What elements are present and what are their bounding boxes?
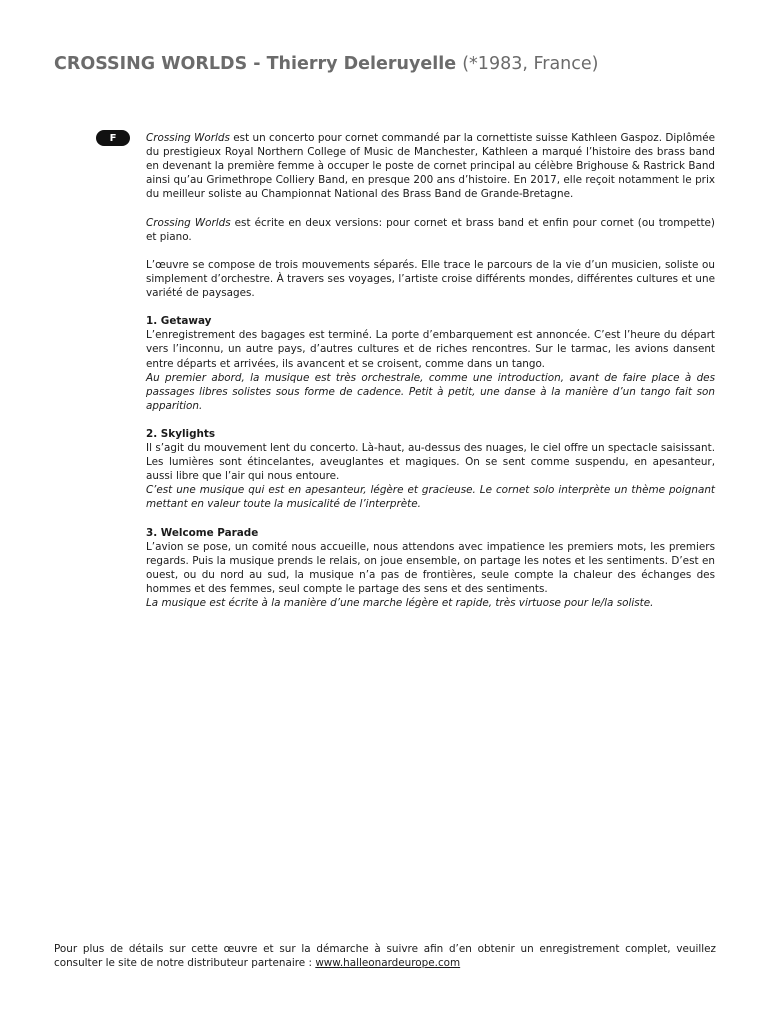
intro-text-3: L’œuvre se compose de trois mouvements séparés. Elle trace le parcours de la vie d’un musicien, soliste ou simplement d’orchestre. À travers ses voyages, l’artiste croise différents mondes, différentes cultures et une variété de paysages. xyxy=(146,258,715,300)
intro-paragraph-1 xyxy=(146,131,715,201)
distributor-link[interactable]: www.halleonardeurope.com xyxy=(315,957,461,970)
movement-description: L’avion se pose, un comité nous accueille, nous attendons avec impatience les premiers mots, les premiers regards. Puis la musique prends le relais, on joue ensemble, on partage les notes et les sentiments. D’est en ouest, ou du nord au sud, la musique n’a pas de frontières, seule compte la chaleur des échanges des hommes et des femmes, seul compte le partage des sens et des sentiments. xyxy=(146,540,715,595)
movement-welcome-parade xyxy=(146,526,715,611)
language-badge: F xyxy=(96,130,130,146)
movement-music-note: La musique est écrite à la manière d’une marche légère et rapide, très virtuose pour le/la soliste. xyxy=(146,597,654,610)
intro-paragraph-2 xyxy=(146,216,715,244)
footer-text: Pour plus de détails sur cette œuvre et sur la démarche à suivre afin d’en obtenir un enregistrement complet, veuillez consulter le site de notre distributeur partenaire : xyxy=(54,943,716,970)
movement-heading: 3. Welcome Parade xyxy=(146,526,259,539)
title-composer-dates: (*1983, France) xyxy=(462,54,599,74)
work-title-italic: Crossing Worlds xyxy=(146,132,230,144)
page-title xyxy=(54,54,599,74)
footer-note xyxy=(54,942,716,970)
movement-description: L’enregistrement des bagages est terminé. La porte d’embarquement est annoncée. C’est l’heure du départ vers l’inconnu, un autre pays, d’autres cultures et de riches rencontres. Sur le tarmac, les avions dansent entre départs et arrivées, ils avancent et se croisent, comme dans un tango. xyxy=(146,329,715,370)
movement-skylights xyxy=(146,427,715,512)
work-title-italic: Crossing Worlds xyxy=(146,216,231,229)
movement-description: Il s’agit du mouvement lent du concerto. Là-haut, au-dessus des nuages, le ciel offre un spectacle saisissant. Les lumières sont étincelantes, aveuglantes et magiques. On se sent comme suspendu, en apesanteur, aussi libre que l’air qui nous entoure. xyxy=(146,442,715,483)
intro-text-2: est écrite en deux versions: pour cornet et brass band et enfin pour cornet (ou trompette) et piano. xyxy=(146,216,715,243)
movement-music-note: C’est une musique qui est en apesanteur, légère et gracieuse. Le cornet solo interprète un thème poignant mettant en valeur toute la musicalité de l’interprète. xyxy=(146,484,715,511)
title-main: CROSSING WORLDS - Thierry Deleruyelle xyxy=(54,54,457,74)
movement-heading: 1. Getaway xyxy=(146,315,212,328)
intro-paragraph-3 xyxy=(146,258,715,300)
movement-heading: 2. Skylights xyxy=(146,427,216,440)
intro-text-1: est un concerto pour cornet commandé par la cornettiste suisse Kathleen Gaspoz. Diplômée du prestigieux Royal Northern College of Music de Manchester, Kathleen a marqué l’histoire des brass band en devenant la première femme à occuper le poste de cornet principal au célèbre Brighouse & Rastrick Band ainsi qu’au Grimethrope Colliery Band, en presque 200 ans d’histoire. En 2017, elle reçoit notamment le prix du meilleur soliste au Championnat National des Brass Band de Grande-Bretagne. xyxy=(146,132,716,201)
movement-music-note: Au premier abord, la musique est très orchestrale, comme une introduction, avant de faire place à des passages libres solistes sous forme de cadence. Petit à petit, une danse à la manière d’un tango fait son apparition. xyxy=(146,371,715,412)
movement-getaway xyxy=(146,314,715,413)
program-notes xyxy=(146,131,715,624)
